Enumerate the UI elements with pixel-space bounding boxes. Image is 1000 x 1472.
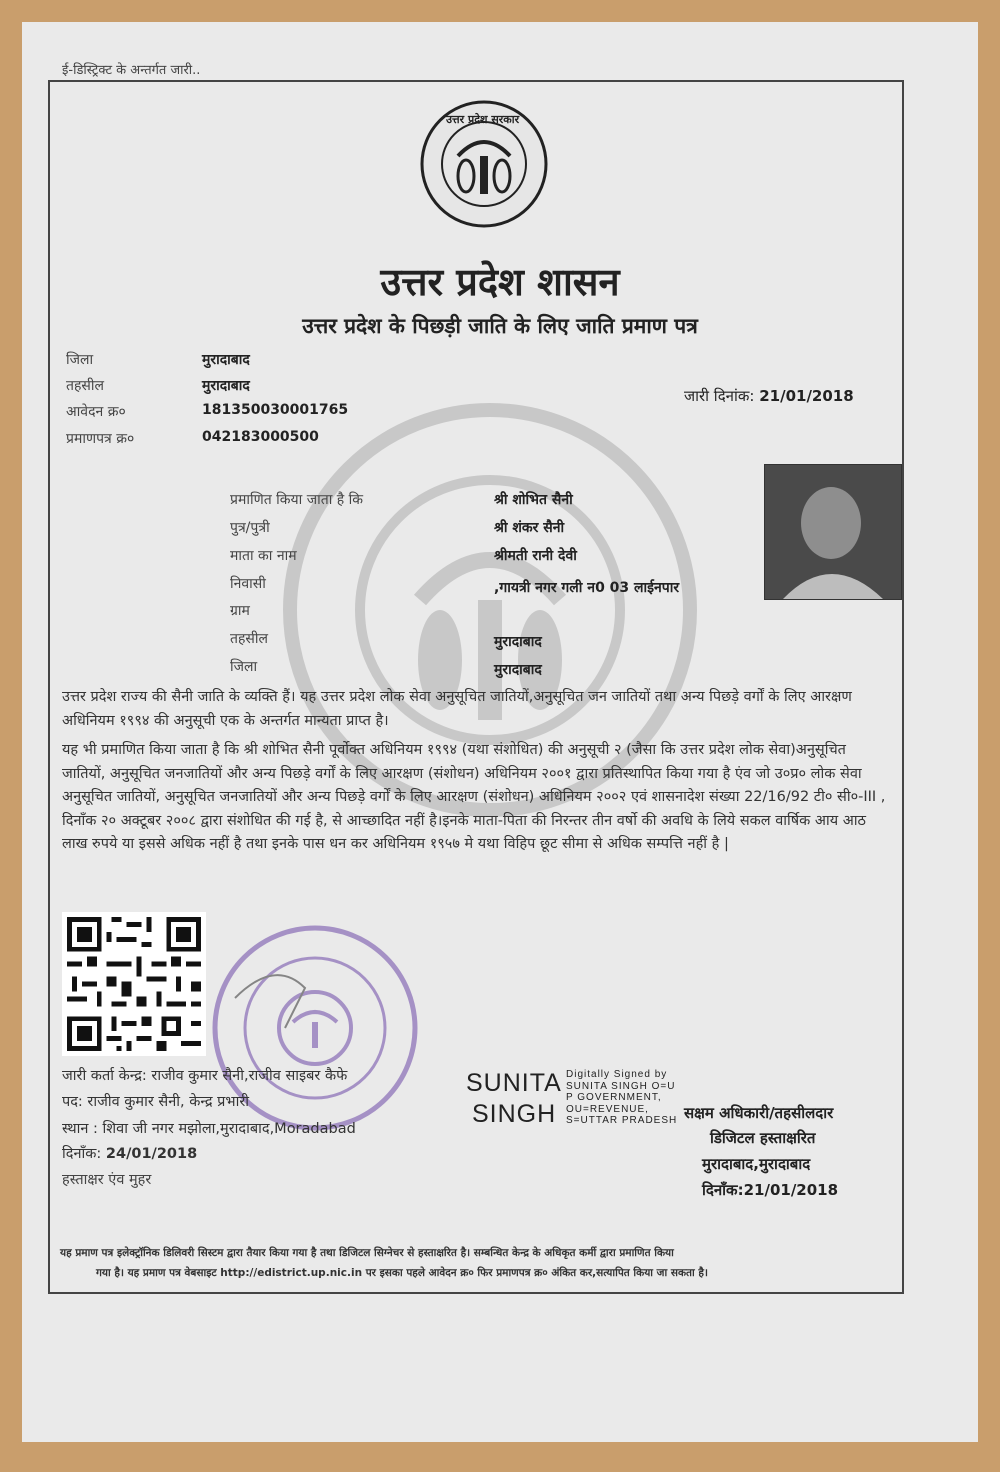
- mother-name: श्रीमती रानी देवी: [494, 548, 577, 564]
- address-value: ,गायत्री नगर गली न0 03 लाईनपार: [494, 580, 680, 596]
- applicant-name: श्री शोभित सैनी: [494, 492, 573, 508]
- authority-date: [702, 1180, 838, 1200]
- certificate-subtitle: उत्तर प्रदेश के पिछड़ी जाति के लिए जाति प्रमाण पत्र: [302, 314, 698, 338]
- person-district-label: जिला: [230, 659, 258, 675]
- tehsil-value: मुरादाबाद: [202, 378, 250, 394]
- issue-place: स्थान : शिवा जी नगर मझोला,मुरादाबाद,Moradabad: [62, 1121, 356, 1137]
- certificate-number-label: प्रमाणपत्र क्र०: [66, 431, 135, 447]
- authority-location: मुरादाबाद,मुरादाबाद: [702, 1155, 811, 1173]
- district-value: मुरादाबाद: [202, 352, 250, 368]
- district-label: जिला: [66, 352, 94, 368]
- signer-name-line2: SINGH: [472, 1100, 557, 1128]
- certified-label: प्रमाणित किया जाता है कि: [230, 492, 364, 508]
- signature-seal-label: हस्ताक्षर एंव मुहर: [62, 1172, 152, 1188]
- page-title: उत्तर प्रदेश शासन: [380, 260, 620, 304]
- authority-digital-signed: डिजिटल हस्ताक्षरित: [710, 1129, 816, 1147]
- issuer-date-label: दिनाँक:: [62, 1146, 102, 1162]
- tehsil-label: तहसील: [66, 378, 104, 394]
- photo-placeholder: [765, 465, 901, 599]
- signature-details: [566, 1069, 684, 1127]
- authority-date-label: दिनाँक:: [702, 1181, 744, 1199]
- person-tehsil-value: मुरादाबाद: [494, 634, 542, 650]
- authority-title: सक्षम अधिकारी/तहसीलदार: [684, 1104, 834, 1122]
- father-name: श्री शंकर सैनी: [494, 520, 565, 536]
- applicant-photo-icon: [764, 464, 902, 600]
- issuer-date-value: 24/01/2018: [105, 1146, 198, 1162]
- edistrict-note: ई-डिस्ट्रिक्ट के अन्तर्गत जारी..: [62, 63, 201, 78]
- application-number: 181350030001765: [202, 402, 349, 418]
- issue-date-label: जारी दिनांक:: [684, 387, 755, 405]
- issuer-date: [62, 1143, 197, 1163]
- issue-date-value: 21/01/2018: [759, 387, 854, 405]
- qr-code-icon: [62, 912, 206, 1056]
- village-label: ग्राम: [230, 603, 250, 619]
- person-district-value: मुरादाबाद: [494, 662, 542, 678]
- resident-label: निवासी: [230, 576, 266, 592]
- signature-details-text: Digitally Signed by SUNITA SINGH O=U P GOVERNMENT, OU=REVENUE, S=UTTAR PRADESH: [566, 1069, 678, 1126]
- emblem-text: उत्तर प्रदेश सरकार: [446, 113, 520, 126]
- caste-paragraph: उत्तर प्रदेश राज्य की सैनी जाति के व्यक्ति हैं। यह उत्तर प्रदेश लोक सेवा अनुसूचित जातियों,अनुसूचित जन जातियों तथा अन्य पिछड़े वर्गों के लिए आरक्षण अधिनियम १९९४ की अनुसूची एक के अन्तर्गत मान्यता प्राप्त है।: [62, 689, 852, 729]
- declaration-paragraph: यह भी प्रमाणित किया जाता है कि श्री शोभित सैनी पूर्वोक्त अधिनियम १९९४ (यथा संशोधित) की अनुसूची २ (जैसा कि उत्तर प्रदेश लोक सेवा)अनुसूचित जातियों, अनुसूचित जनजातियों और अन्य पिछड़े वर्गों के लिए आरक्षण (संशोधन) अधिनियम २००१ द्वारा प्रतिस्थापित किया गया है एंव जो उ०प्र० लोक सेवा अनुसूचित जातियों, अनुसूचित जनजातियों और अन्य पिछड़े वर्गों के लिए आरक्षण (संशोधन) अधिनियम २००२ एवं शासनादेश संख्या 22/16/92 टी० सी०-III , दिनाँक २० अक्टूबर २००८ द्वारा संशोधित की गई है, से आच्छादित नहीं है।इनके माता-पिता की निरन्तर तीन वर्षो की अवधि के लिये सकल वार्षिक आय आठ लाख रुपये या इससे अधिक नहीं है तथा इनके पास धन कर अधिनियम १९५७ मे यथा विहिप छूट सीमा से अधिक सम्पत्ति नहीं है |: [62, 742, 886, 852]
- authority-date-value: 21/01/2018: [743, 1181, 839, 1199]
- child-of-label: पुत्र/पुत्री: [230, 520, 270, 536]
- application-label: आवेदन क्र०: [66, 404, 126, 420]
- footer-line-1: यह प्रमाण पत्र इलेक्ट्रॉनिक डिलिवरी सिस्टम द्वारा तैयार किया गया है तथा डिजिटल सिग्नेचर से हस्ताक्षरित है। सम्बन्धित केन्द्र के अधिकृत कर्मी द्वारा प्रमाणित किया: [60, 1247, 674, 1259]
- issue-date: [684, 386, 854, 406]
- mother-label: माता का नाम: [230, 548, 297, 564]
- issuer-post: पद: राजीव कुमार सैनी, केन्द्र प्रभारी: [62, 1094, 250, 1110]
- person-tehsil-label: तहसील: [230, 631, 268, 647]
- footer-line-2: गया है। यह प्रमाण पत्र वेबसाइट http://edistrict.up.nic.in पर इसका पहले आवेदन क्र० फिर प्रमाणपत्र क्र० अंकित कर,सत्यापित किया जा सकता है।: [96, 1267, 708, 1279]
- signer-name-line1: SUNITA: [466, 1069, 562, 1097]
- certificate-number: 042183000500: [202, 429, 319, 445]
- issuing-centre: जारी कर्ता केन्द्र: राजीव कुमार सैनी,राजीव साइबर कैफे: [62, 1068, 348, 1084]
